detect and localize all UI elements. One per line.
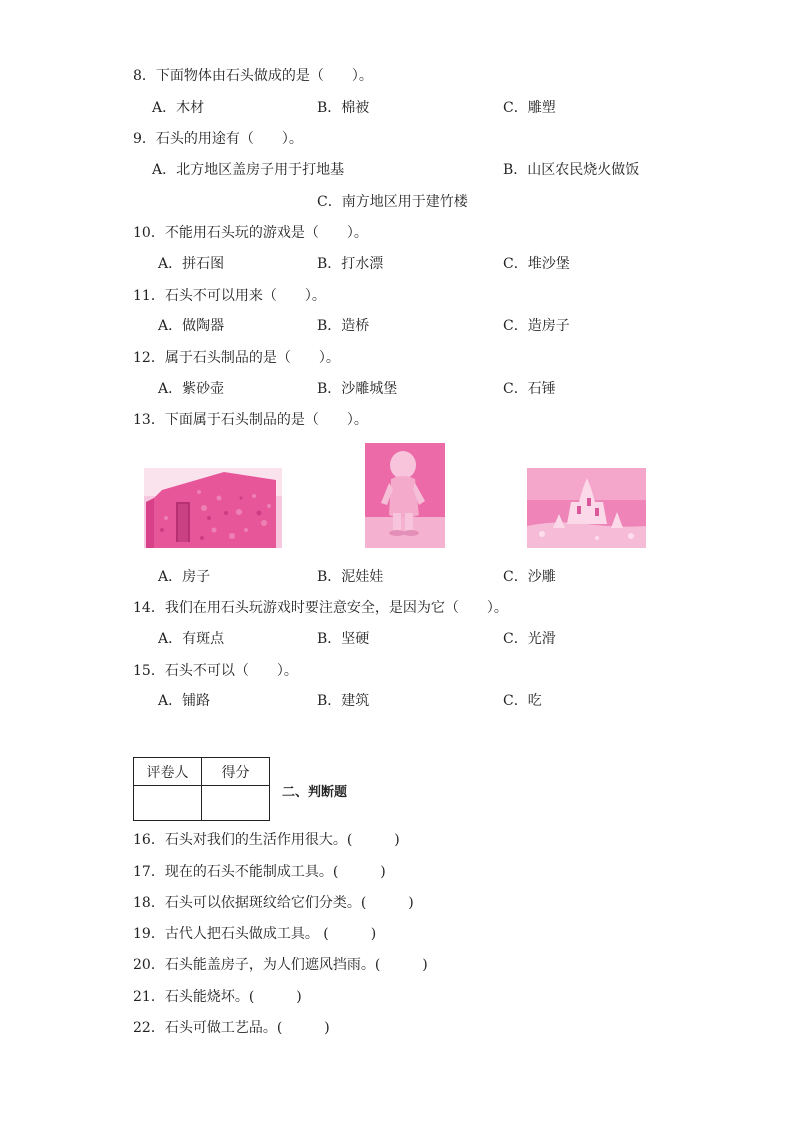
question-9: 9．石头的用途有（ ）。 bbox=[133, 131, 303, 147]
q8-option-a[interactable]: A．木材 bbox=[152, 100, 205, 116]
q15-option-a[interactable]: A．铺路 bbox=[158, 693, 211, 709]
q11-option-a[interactable]: A．做陶器 bbox=[158, 318, 225, 334]
judgment-22: 22．石头可做工艺品。( ) bbox=[133, 1020, 330, 1036]
q10-option-c[interactable]: C．堆沙堡 bbox=[503, 256, 570, 272]
q8-option-c[interactable]: C．雕塑 bbox=[503, 100, 556, 116]
q9-option-b[interactable]: B．山区农民烧火做饭 bbox=[503, 162, 640, 178]
sand-sculpture-icon bbox=[527, 468, 646, 548]
question-13: 13．下面属于石头制品的是（ ）。 bbox=[133, 412, 368, 428]
score-cell[interactable] bbox=[202, 786, 270, 821]
section-title: 二、判断题 bbox=[282, 785, 348, 800]
judgment-16: 16．石头对我们的生活作用很大。( ) bbox=[133, 832, 400, 848]
q11-option-b[interactable]: B．造桥 bbox=[317, 318, 370, 334]
grader-header: 评卷人 bbox=[134, 758, 202, 786]
grader-cell[interactable] bbox=[134, 786, 202, 821]
q13-option-a[interactable]: A．房子 bbox=[158, 569, 211, 585]
judgment-20: 20．石头能盖房子，为人们遮风挡雨。( ) bbox=[133, 957, 428, 973]
q11-option-c[interactable]: C．造房子 bbox=[503, 318, 570, 334]
q14-option-b[interactable]: B．坚硬 bbox=[317, 631, 370, 647]
question-8: 8．下面物体由石头做成的是（ ）。 bbox=[133, 68, 373, 84]
q8-option-b[interactable]: B．棉被 bbox=[317, 100, 370, 116]
q9-option-a[interactable]: A．北方地区盖房子用于打地基 bbox=[152, 162, 345, 178]
q13-option-b[interactable]: B．泥娃娃 bbox=[317, 569, 384, 585]
q10-option-b[interactable]: B．打水漂 bbox=[317, 256, 384, 272]
clay-doll-icon bbox=[365, 443, 445, 548]
judgment-19: 19．古代人把石头做成工具。 ( ) bbox=[133, 926, 377, 942]
judgment-18: 18．石头可以依据斑纹给它们分类。( ) bbox=[133, 895, 414, 911]
score-table bbox=[133, 757, 270, 821]
question-11: 11．石头不可以用来（ ）。 bbox=[133, 288, 326, 304]
q15-option-c[interactable]: C．吃 bbox=[503, 693, 542, 709]
score-header: 得分 bbox=[202, 758, 270, 786]
q12-option-b[interactable]: B．沙雕城堡 bbox=[317, 381, 398, 397]
q14-option-a[interactable]: A．有斑点 bbox=[158, 631, 225, 647]
question-14: 14．我们在用石头玩游戏时要注意安全，是因为它（ ）。 bbox=[133, 600, 508, 616]
judgment-17: 17．现在的石头不能制成工具。( ) bbox=[133, 864, 386, 880]
judgment-21: 21．石头能烧坏。( ) bbox=[133, 989, 302, 1005]
q9-option-c[interactable]: C．南方地区用于建竹楼 bbox=[317, 194, 468, 210]
q12-option-c[interactable]: C．石锤 bbox=[503, 381, 556, 397]
q14-option-c[interactable]: C．光滑 bbox=[503, 631, 556, 647]
question-10: 10．不能用石头玩的游戏是（ ）。 bbox=[133, 225, 368, 241]
q15-option-b[interactable]: B．建筑 bbox=[317, 693, 370, 709]
q10-option-a[interactable]: A．拼石图 bbox=[158, 256, 225, 272]
q12-option-a[interactable]: A．紫砂壶 bbox=[158, 381, 225, 397]
question-15: 15．石头不可以（ ）。 bbox=[133, 663, 298, 679]
question-12: 12．属于石头制品的是（ ）。 bbox=[133, 350, 340, 366]
q13-option-c[interactable]: C．沙雕 bbox=[503, 569, 556, 585]
stone-house-icon bbox=[144, 468, 282, 548]
